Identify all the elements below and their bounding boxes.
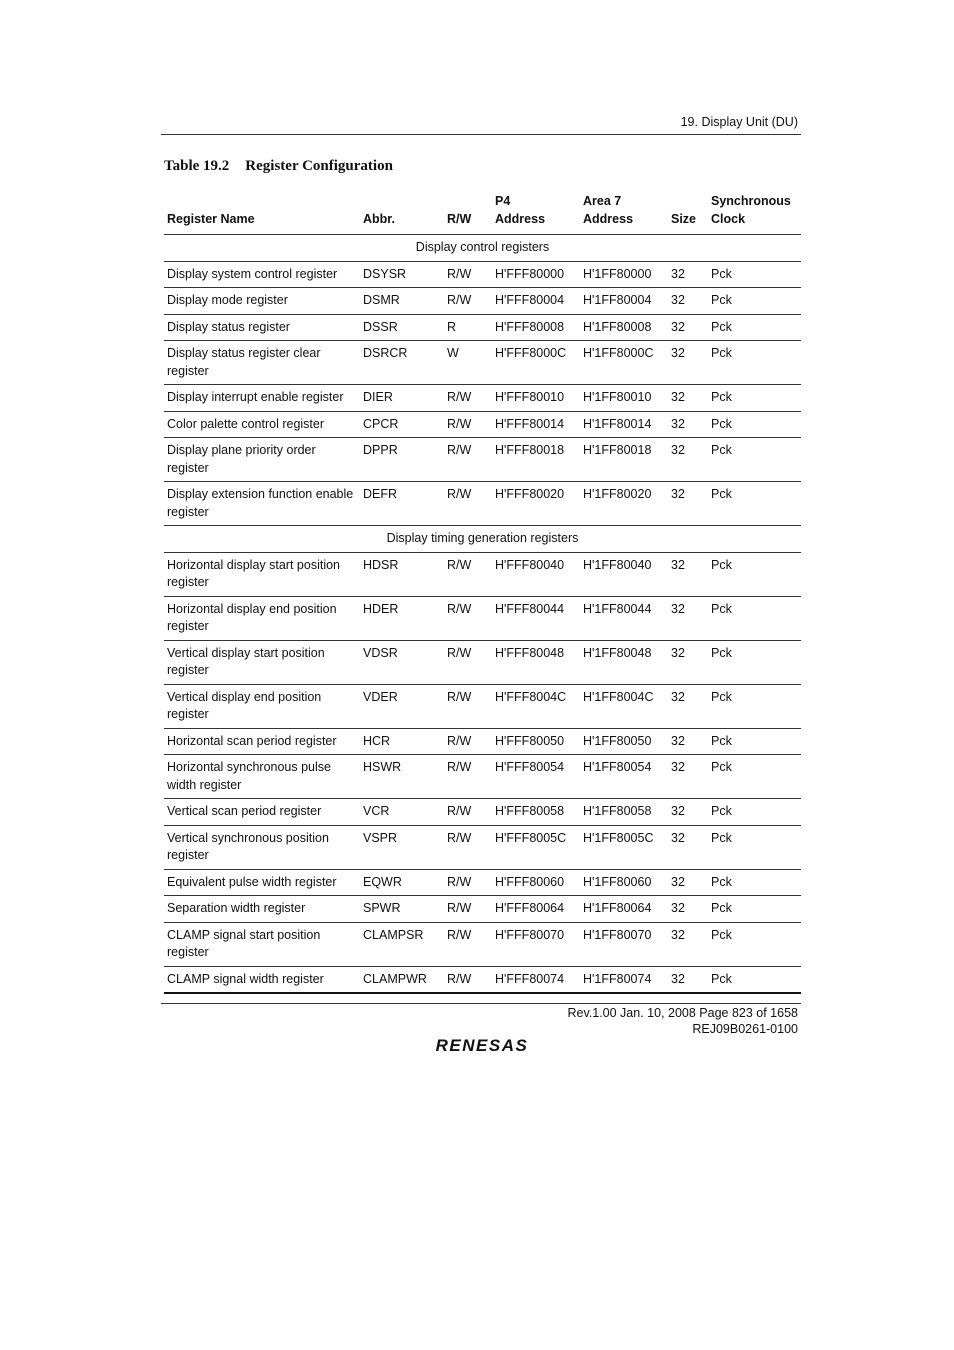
sync-clock: Pck (711, 927, 732, 942)
running-header: 19. Display Unit (DU) (680, 115, 798, 129)
area7-address: H'1FF80054 (583, 760, 652, 774)
register-rw: R/W (447, 874, 472, 889)
register-rw: R/W (447, 293, 472, 307)
register-size: 32 (671, 416, 685, 431)
table-row (164, 552, 801, 596)
register-rw: R/W (447, 487, 472, 501)
register-size: 32 (671, 266, 685, 281)
sync-clock: Pck (711, 733, 732, 748)
register-name: Color palette control register (167, 416, 325, 431)
register-rw: R/W (447, 901, 472, 915)
register-abbr: CLAMPSR (363, 927, 424, 942)
header-rule (161, 134, 801, 135)
p4-address: H'FFF80018 (495, 443, 565, 457)
table-row (164, 869, 801, 896)
sync-clock: Pck (711, 901, 732, 915)
section-row (164, 235, 801, 262)
area7-address: H'1FF80014 (583, 416, 652, 431)
p4-address: H'FFF8000C (495, 346, 567, 360)
register-name: Vertical display end position register (167, 689, 322, 721)
register-table (164, 190, 801, 994)
register-name: CLAMP signal start position register (167, 927, 321, 959)
p4-address: H'FFF80070 (495, 927, 565, 942)
register-abbr: HCR (363, 733, 391, 748)
register-name: Vertical synchronous position register (167, 830, 329, 862)
register-abbr: DSYSR (363, 266, 407, 281)
sync-clock: Pck (711, 293, 732, 307)
register-rw: R/W (447, 971, 472, 986)
register-abbr: DSRCR (363, 346, 408, 360)
area7-address: H'1FF80018 (583, 443, 652, 457)
sync-clock: Pck (711, 804, 732, 818)
p4-address: H'FFF80040 (495, 557, 565, 572)
area7-address: H'1FF80008 (583, 319, 652, 334)
table-row (164, 288, 801, 315)
sync-clock: Pck (711, 443, 732, 457)
table-row (164, 438, 801, 482)
register-size: 32 (671, 293, 685, 307)
register-name: Horizontal scan period register (167, 733, 337, 748)
p4-address: H'FFF8004C (495, 689, 567, 704)
table-row (164, 684, 801, 728)
register-name: Display system control register (167, 266, 338, 281)
register-size: 32 (671, 689, 685, 704)
p4-address: H'FFF80000 (495, 266, 565, 281)
register-name: Display interrupt enable register (167, 390, 344, 404)
table-row (164, 825, 801, 869)
sync-clock: Pck (711, 319, 732, 334)
area7-address: H'1FF80050 (583, 733, 652, 748)
register-size: 32 (671, 319, 685, 334)
p4-address: H'FFF8005C (495, 830, 567, 845)
area7-address: H'1FF80064 (583, 901, 652, 915)
table-body (164, 235, 801, 994)
area7-address: H'1FF80070 (583, 927, 652, 942)
table-row (164, 799, 801, 826)
table-row (164, 314, 801, 341)
register-rw: R (447, 319, 457, 334)
register-abbr: DEFR (363, 487, 398, 501)
area7-address: H'1FF80020 (583, 487, 652, 501)
register-rw: W (447, 346, 459, 360)
footer-rule (161, 1003, 801, 1004)
p4-address: H'FFF80050 (495, 733, 565, 748)
area7-address: H'1FF80058 (583, 804, 652, 818)
revision-info: Rev.1.00 Jan. 10, 2008 Page 823 of 1658 (567, 1006, 798, 1020)
sync-clock: Pck (711, 971, 732, 986)
register-rw: R/W (447, 733, 472, 748)
register-rw: R/W (447, 760, 472, 774)
sync-clock: Pck (711, 645, 732, 660)
sync-clock: Pck (711, 557, 732, 572)
table-row (164, 922, 801, 966)
col-header-abbr: Abbr. (363, 212, 395, 226)
p4-address: H'FFF80020 (495, 487, 565, 501)
section-row (164, 526, 801, 553)
area7-address: H'1FF80004 (583, 293, 652, 307)
p4-address: H'FFF80048 (495, 645, 565, 660)
svg-text:RENESAS: RENESAS (435, 1036, 529, 1055)
register-name: Horizontal display start position register (167, 557, 340, 589)
register-abbr: DSSR (363, 319, 398, 334)
register-abbr: HDSR (363, 557, 399, 572)
sync-clock: Pck (711, 390, 732, 404)
register-abbr: CLAMPWR (363, 971, 427, 986)
register-name: Display mode register (167, 293, 288, 307)
sync-clock: Pck (711, 830, 732, 845)
col-header-name: Register Name (167, 212, 255, 226)
register-size: 32 (671, 874, 685, 889)
register-rw: R/W (447, 416, 472, 431)
table-row (164, 640, 801, 684)
sync-clock: Pck (711, 266, 732, 281)
section-title: Display control registers (415, 240, 550, 254)
register-size: 32 (671, 901, 685, 915)
register-abbr: DPPR (363, 443, 398, 457)
document-id: REJ09B0261-0100 (692, 1021, 798, 1036)
area7-address: H'1FF80040 (583, 557, 652, 572)
p4-address: H'FFF80058 (495, 804, 565, 818)
register-rw: R/W (447, 390, 472, 404)
register-abbr: EQWR (363, 874, 402, 889)
area7-address: H'1FF8004C (583, 689, 654, 704)
area7-address: H'1FF80010 (583, 390, 652, 404)
table-row (164, 411, 801, 438)
sync-clock: Pck (711, 487, 732, 501)
register-name: Vertical display start position register (167, 645, 325, 677)
area7-address: H'1FF80000 (583, 266, 652, 281)
renesas-logo (422, 1032, 542, 1058)
register-size: 32 (671, 927, 685, 942)
register-name: Display status register clear register (167, 346, 321, 378)
sync-clock: Pck (711, 601, 732, 616)
register-abbr: HDER (363, 601, 399, 616)
table-title: Register Configuration (245, 158, 393, 174)
table-row (164, 755, 801, 799)
register-size: 32 (671, 830, 685, 845)
p4-address: H'FFF80064 (495, 901, 565, 915)
table-row (164, 596, 801, 640)
register-size: 32 (671, 733, 685, 748)
register-name: Horizontal synchronous pulse width register (167, 760, 331, 792)
p4-address: H'FFF80074 (495, 971, 565, 986)
register-name: Separation width register (167, 901, 306, 915)
sync-clock: Pck (711, 346, 732, 360)
register-rw: R/W (447, 804, 472, 818)
register-rw: R/W (447, 689, 472, 704)
register-size: 32 (671, 390, 685, 404)
register-name: Horizontal display end position register (167, 601, 337, 633)
register-abbr: SPWR (363, 901, 401, 915)
table-caption (164, 158, 393, 175)
p4-address: H'FFF80054 (495, 760, 565, 774)
table-row (164, 385, 801, 412)
register-name: Equivalent pulse width register (167, 874, 337, 889)
register-abbr: DSMR (363, 293, 400, 307)
register-size: 32 (671, 487, 685, 501)
area7-address: H'1FF80074 (583, 971, 652, 986)
table-row (164, 896, 801, 923)
register-rw: R/W (447, 645, 472, 660)
register-rw: R/W (447, 927, 472, 942)
sync-clock: Pck (711, 416, 732, 431)
area7-address: H'1FF8005C (583, 830, 654, 845)
sync-clock: Pck (711, 760, 732, 774)
register-abbr: VCR (363, 804, 390, 818)
p4-address: H'FFF80010 (495, 390, 565, 404)
table-row (164, 341, 801, 385)
register-abbr: CPCR (363, 416, 399, 431)
col-header-rw: R/W (447, 212, 472, 226)
table-row (164, 728, 801, 755)
register-size: 32 (671, 557, 685, 572)
table-row (164, 261, 801, 288)
register-name: Display plane priority order register (167, 443, 316, 475)
sync-clock: Pck (711, 689, 732, 704)
area7-address: H'1FF8000C (583, 346, 654, 360)
register-rw: R/W (447, 557, 472, 572)
p4-address: H'FFF80014 (495, 416, 565, 431)
register-size: 32 (671, 645, 685, 660)
page-footer (567, 1006, 798, 1037)
register-rw: R/W (447, 266, 472, 281)
register-abbr: DIER (363, 390, 393, 404)
register-rw: R/W (447, 830, 472, 845)
table-number: Table 19.2 (164, 158, 230, 174)
register-size: 32 (671, 804, 685, 818)
section-title: Display timing generation registers (386, 531, 579, 545)
area7-address: H'1FF80044 (583, 601, 652, 616)
sync-clock: Pck (711, 874, 732, 889)
col-header-size: Size (671, 212, 697, 226)
area7-address: H'1FF80048 (583, 645, 652, 660)
table-row (164, 966, 801, 993)
col-header-p4-address: P4 Address (495, 194, 546, 226)
p4-address: H'FFF80060 (495, 874, 565, 889)
area7-address: H'1FF80060 (583, 874, 652, 889)
col-header-area7-address: Area 7 Address (583, 194, 634, 226)
table-row (164, 482, 801, 526)
register-name: Display extension function enable register (167, 487, 354, 519)
p4-address: H'FFF80044 (495, 601, 565, 616)
register-name: CLAMP signal width register (167, 971, 324, 986)
register-size: 32 (671, 760, 685, 774)
register-abbr: VDSR (363, 645, 398, 660)
col-header-clock: Synchronous Clock (711, 194, 791, 226)
register-name: Display status register (167, 319, 290, 334)
p4-address: H'FFF80004 (495, 293, 565, 307)
register-size: 32 (671, 346, 685, 360)
register-rw: R/W (447, 601, 472, 616)
register-abbr: HSWR (363, 760, 402, 774)
table-header-row (164, 190, 801, 235)
register-rw: R/W (447, 443, 472, 457)
register-abbr: VDER (363, 689, 398, 704)
register-name: Vertical scan period register (167, 804, 322, 818)
register-size: 32 (671, 601, 685, 616)
p4-address: H'FFF80008 (495, 319, 565, 334)
register-abbr: VSPR (363, 830, 398, 845)
register-size: 32 (671, 443, 685, 457)
register-size: 32 (671, 971, 685, 986)
